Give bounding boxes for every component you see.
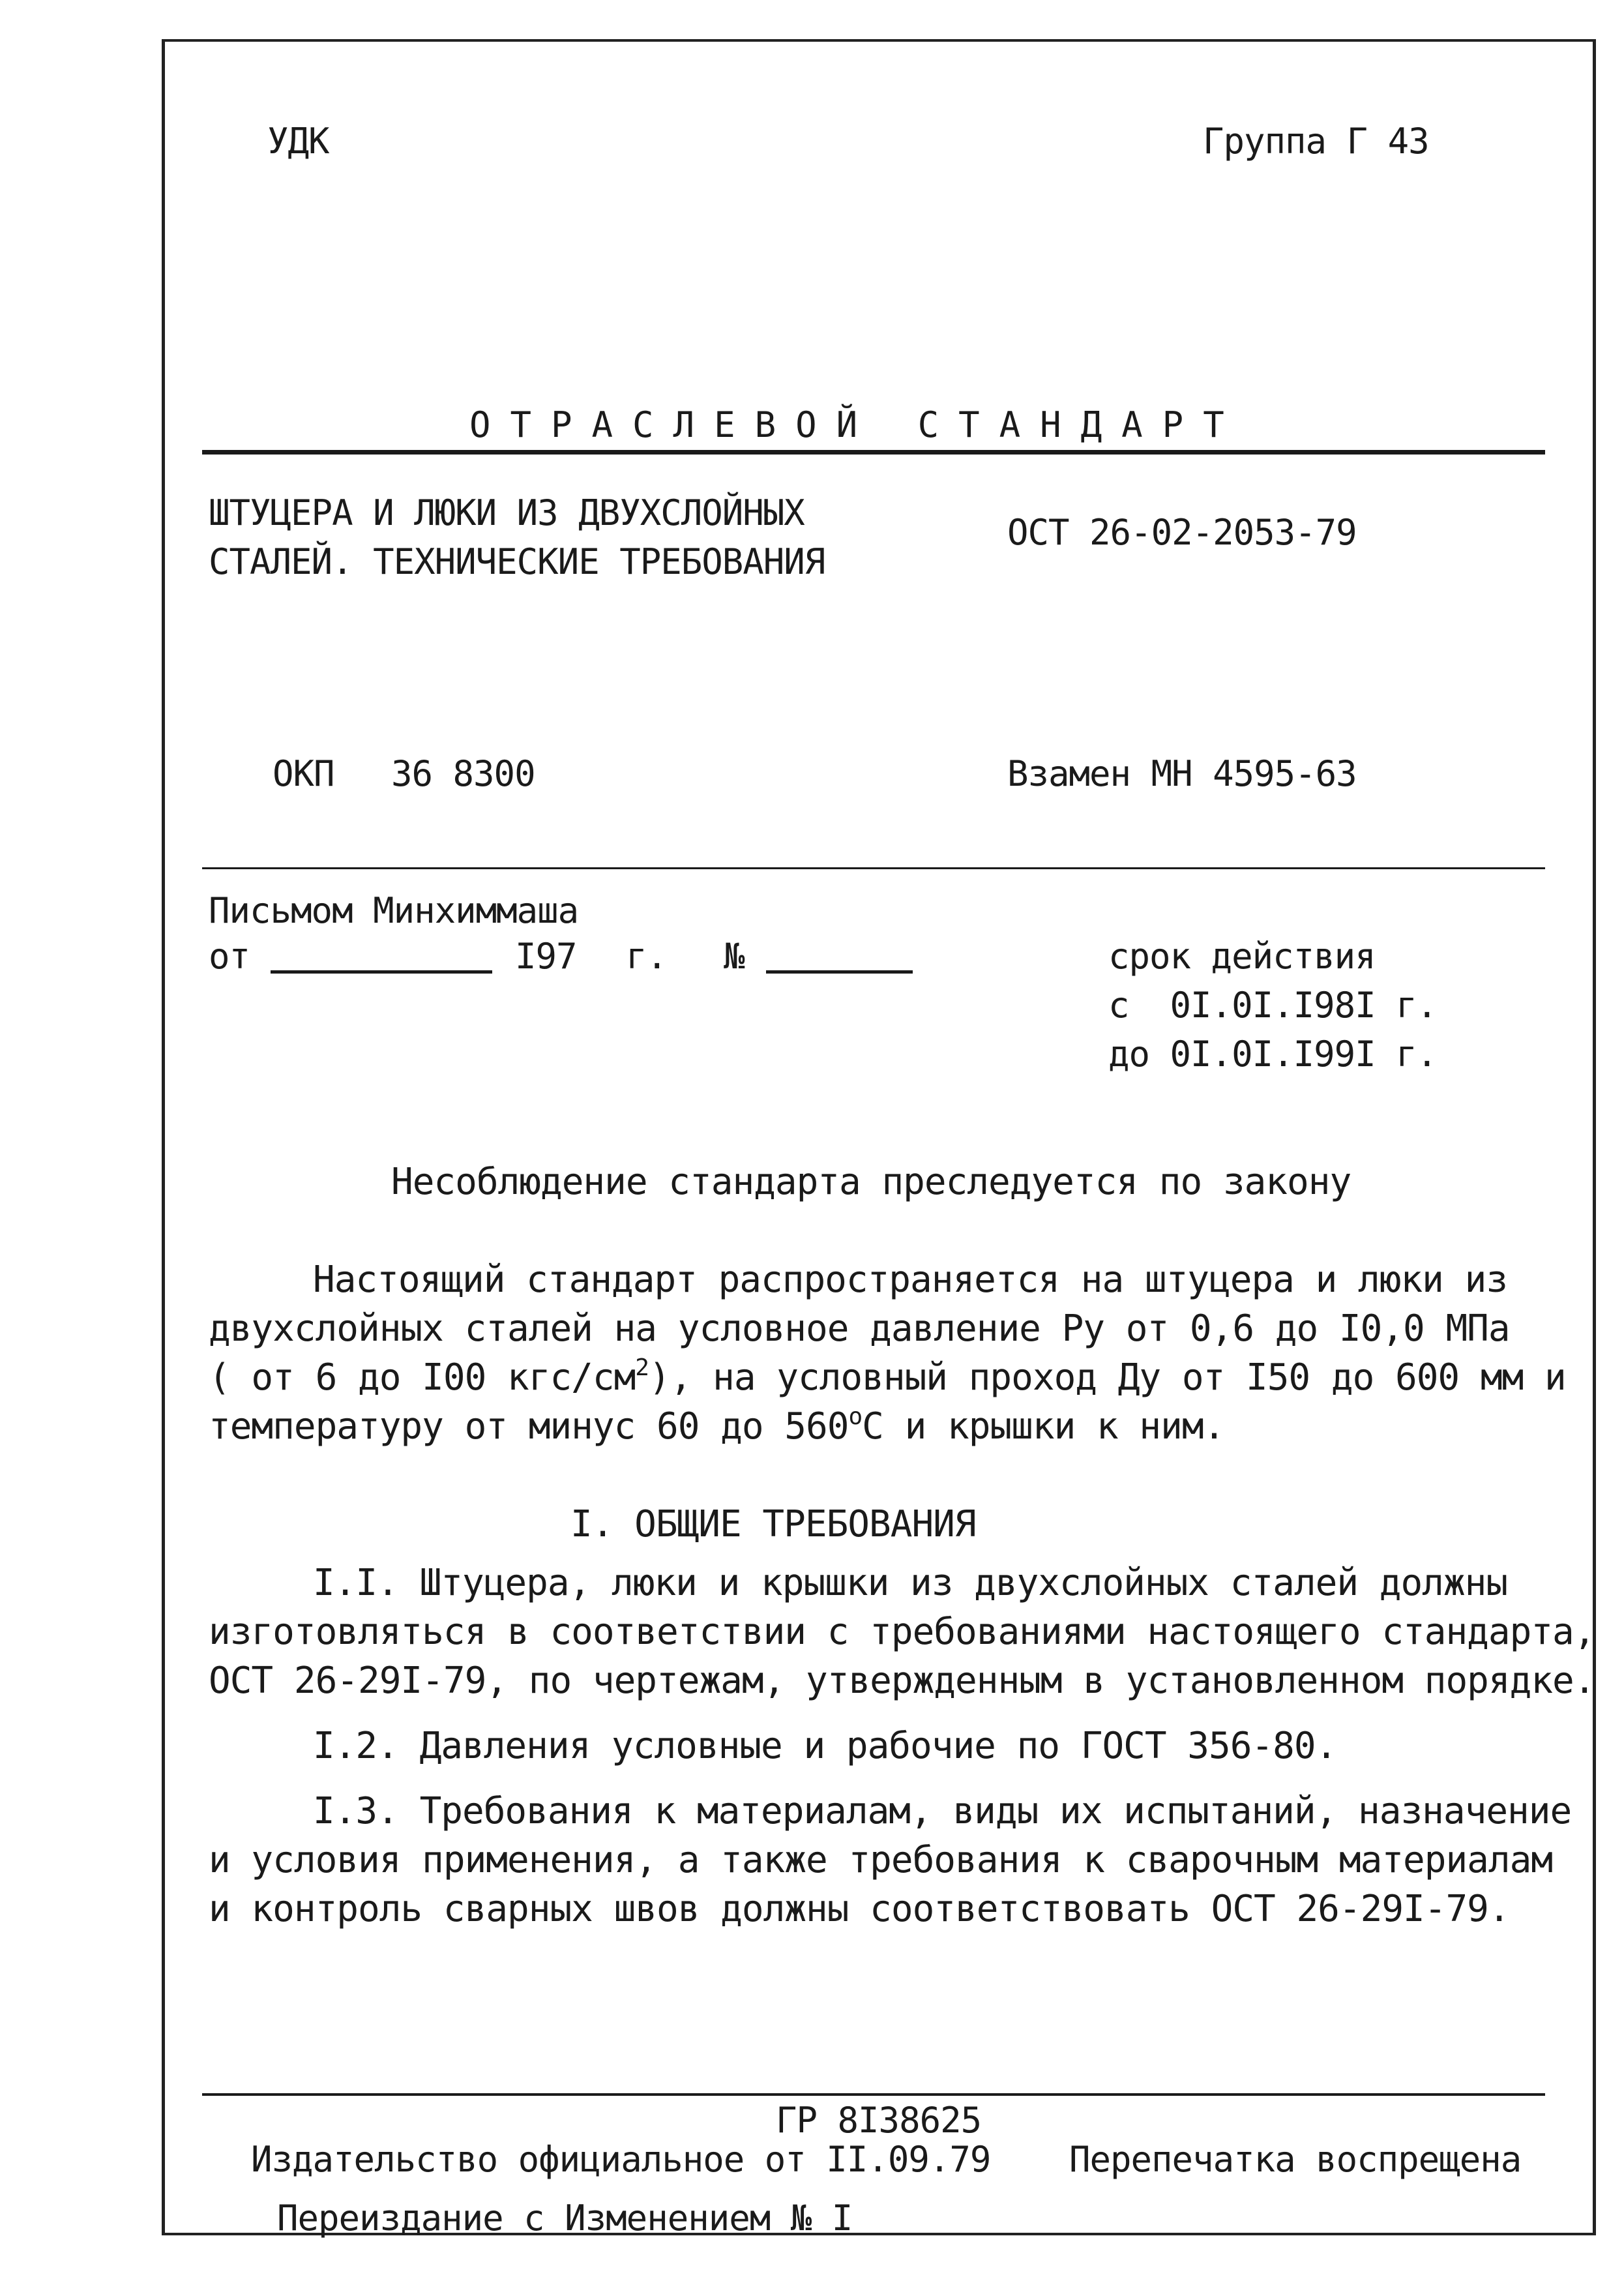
section-title: I. ОБЩИЕ ТРЕБОВАНИЯ [570, 1503, 976, 1545]
letter-g: г. [626, 936, 668, 977]
clause-1-line-2: изготовляться в соответствии с требованиями настоящего стандарта, [209, 1611, 1595, 1653]
footer-gr-number: ГР 8I38625 [776, 2100, 982, 2141]
okp-label: ОКП [273, 753, 334, 794]
section-divider [202, 867, 1545, 869]
validity-to: до 0I.0I.I99I г. [1108, 1034, 1438, 1075]
clause-2: I.2. Давления условные и рабочие по ГОСТ 356-80. [313, 1725, 1337, 1767]
clause-1-line-1: I.I. Штуцера, люки и крышки из двухслойных сталей должны [313, 1562, 1508, 1604]
standard-banner: ОТРАСЛЕВОЙ СТАНДАРТ [469, 404, 1244, 445]
letter-year: I97 [515, 936, 577, 977]
footer-reprint: Перепечатка воспрещена [1069, 2139, 1522, 2180]
intro-line-3: ( от 6 до I00 кгс/$см^2$), на условный проход Ду от I50 до 600 мм и [209, 1354, 1566, 1399]
letter-number-sign: № [724, 936, 745, 977]
intro-line-4: температуру от минус 60 до $560^оС$ и крышки к ним. [209, 1403, 1225, 1448]
letter-from: от [209, 936, 250, 977]
letter-line-1: Письмом Минхиммаша [209, 890, 579, 931]
title-line-2: СТАЛЕЙ. ТЕХНИЧЕСКИЕ ТРЕБОВАНИЯ [209, 541, 825, 582]
udk-label: УДК [267, 121, 329, 162]
banner-rule [202, 450, 1545, 455]
letter-date-blank [271, 939, 492, 974]
standard-code: ОСТ 26-02-2053-79 [1007, 512, 1357, 553]
intro-line-2: двухслойных сталей на условное давление Ру от 0,6 до I0,0 МПа [209, 1307, 1510, 1350]
footer-reissue: Переиздание с Изменением № I [277, 2198, 853, 2239]
clause-3-line-3: и контроль сварных швов должны соответствовать ОСТ 26-29I-79. [209, 1888, 1510, 1930]
intro-line-1: Настоящий стандарт распространяется на штуцера и люки из [313, 1259, 1508, 1301]
footer-edition: Издательство официальное от II.09.79 [251, 2139, 991, 2180]
letter-number-blank [766, 939, 913, 974]
clause-3-line-2: и условия применения, а также требования к сварочным материалам [209, 1839, 1553, 1881]
clause-3-line-1: I.3. Требования к материалам, виды их испытаний, назначение [313, 1790, 1572, 1832]
replaces-label: Взамен МН 4595-63 [1007, 753, 1357, 794]
clause-1-line-3: ОСТ 26-29I-79, по чертежам, утвержденным в установленном порядке. [209, 1660, 1595, 1702]
validity-from: с 0I.0I.I98I г. [1108, 985, 1438, 1026]
title-line-1: ШТУЦЕРА И ЛЮКИ ИЗ ДВУХСЛОЙНЫХ [209, 492, 805, 533]
legal-warning: Несоблюдение стандарта преследуется по закону [391, 1161, 1351, 1203]
validity-label: срок действия [1108, 936, 1376, 977]
okp-value: 36 8300 [391, 753, 535, 794]
group-label: Группа Г 43 [1203, 121, 1429, 162]
footer-rule [202, 2093, 1545, 2096]
